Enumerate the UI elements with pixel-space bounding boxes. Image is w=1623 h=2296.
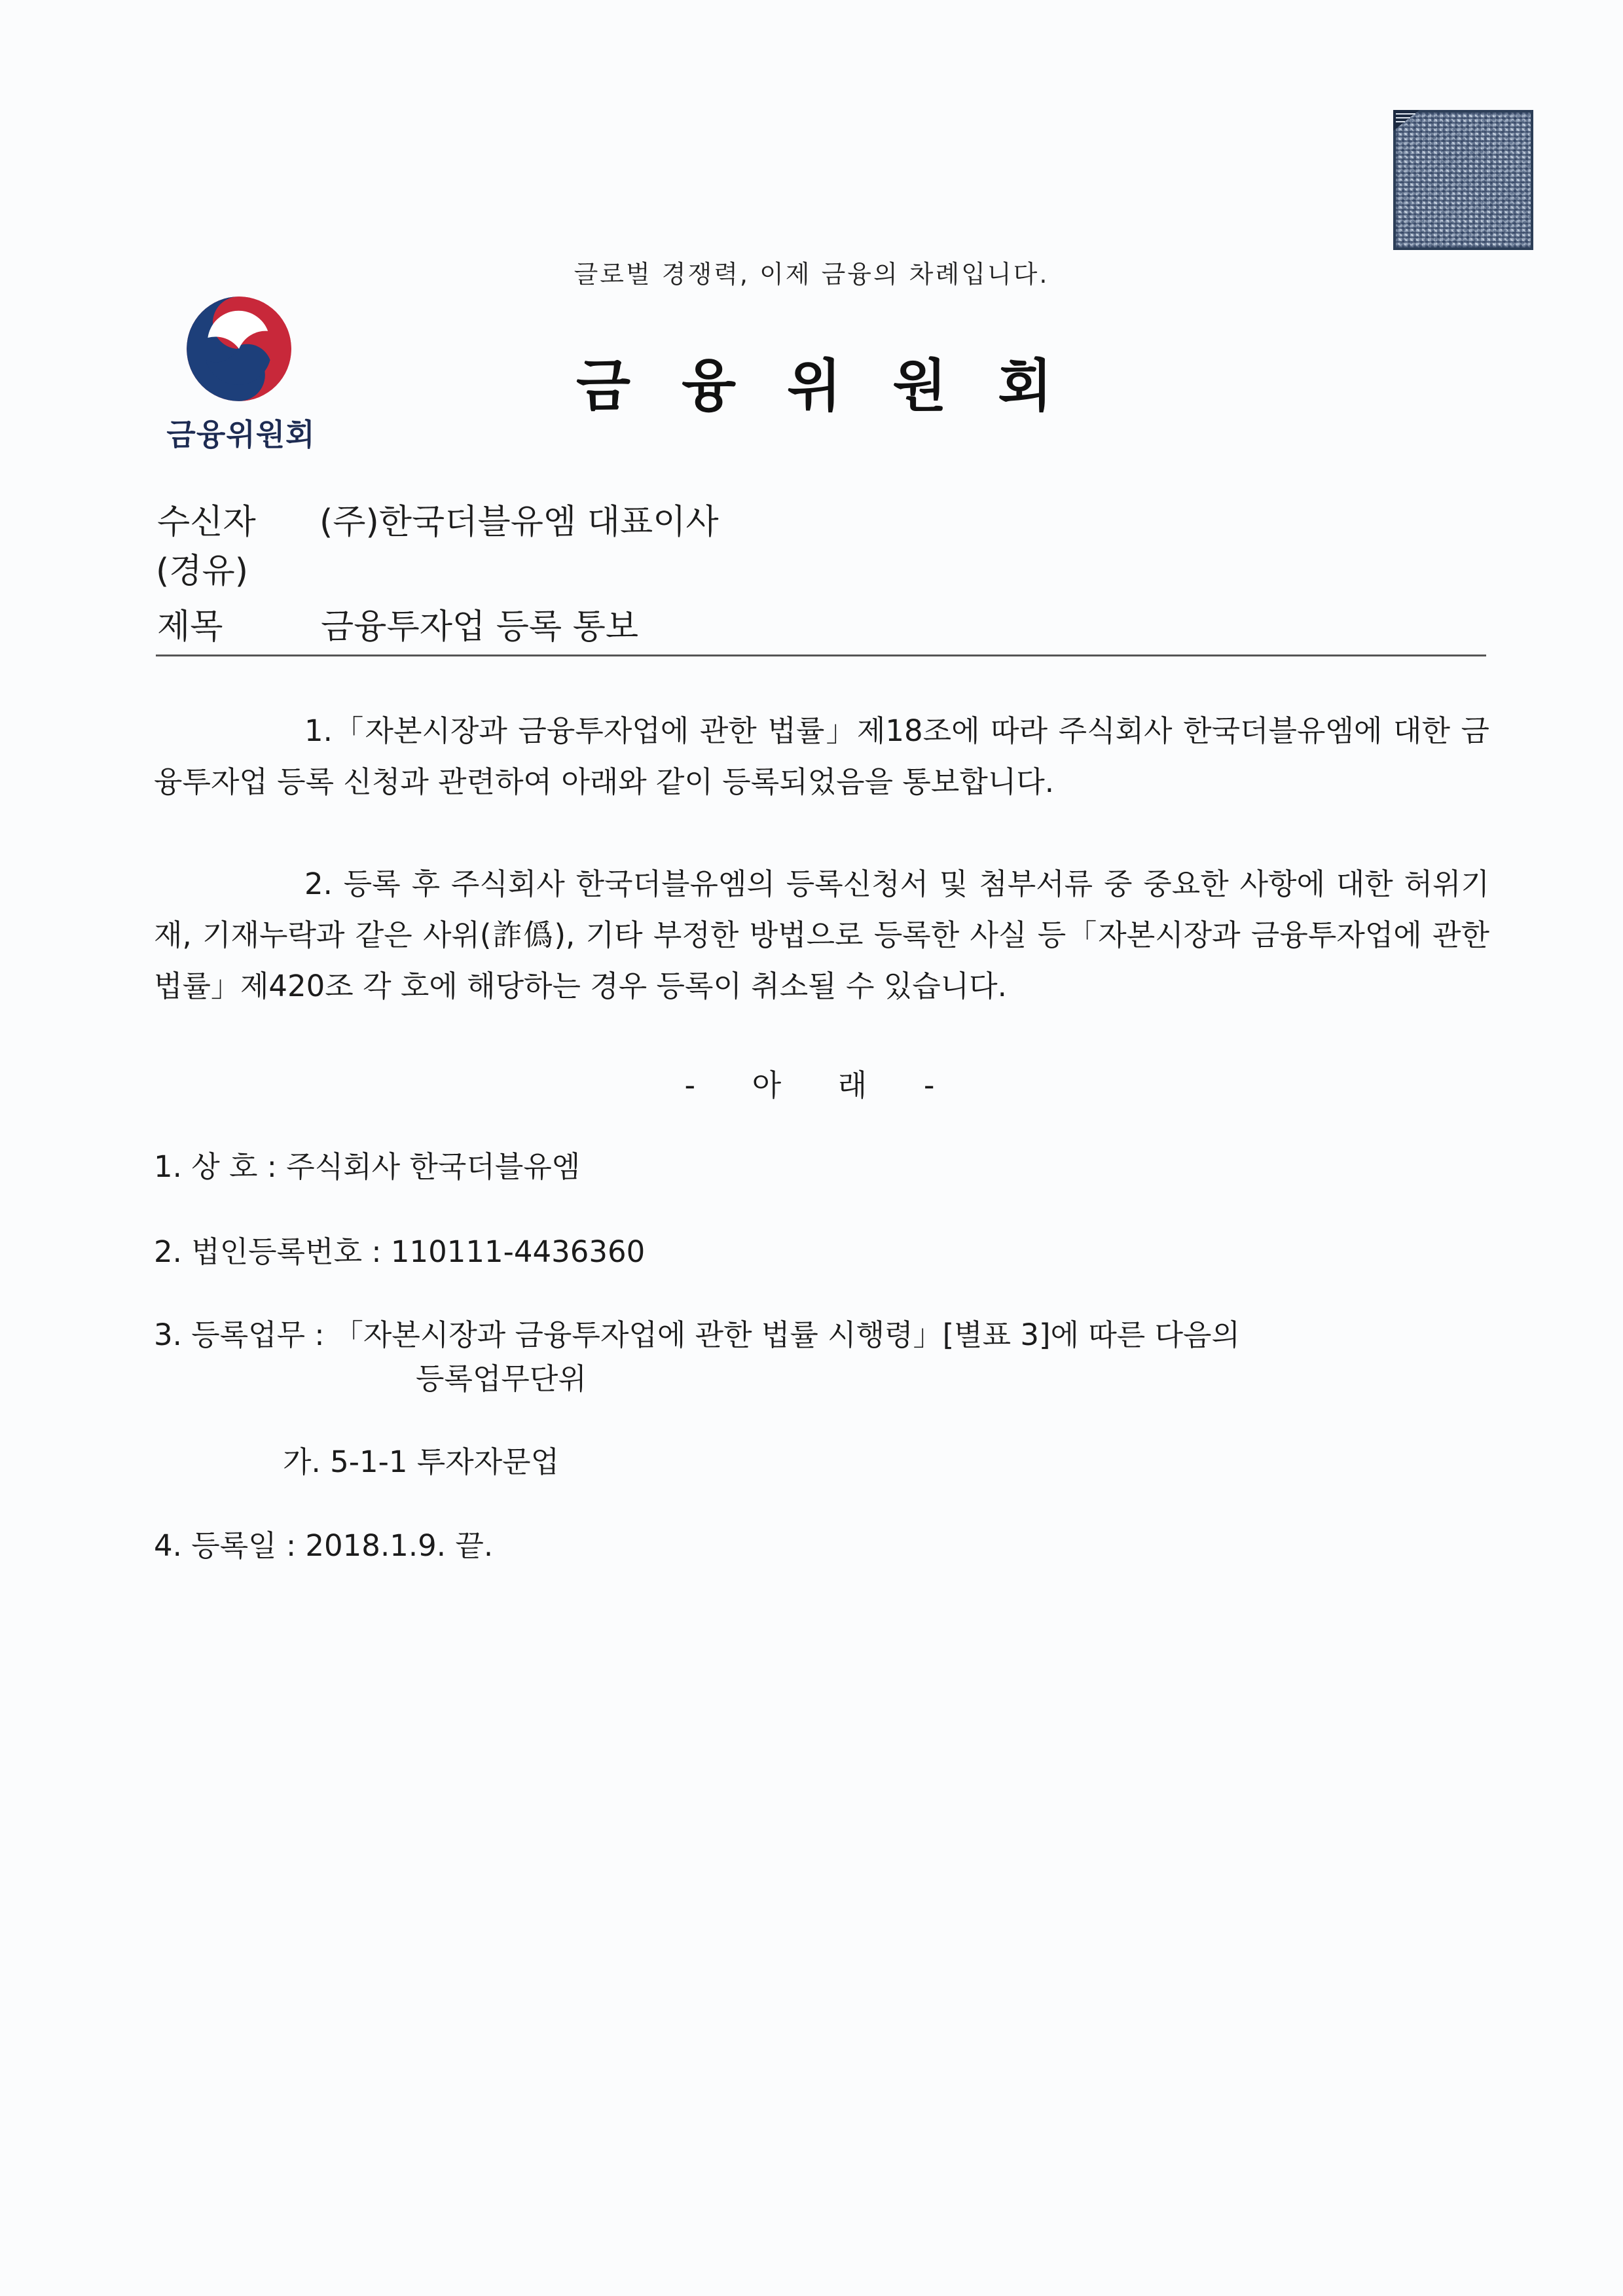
- subject-label: 제목: [157, 607, 223, 647]
- list-item-registration-date: 4. 등록일 : 2018.1.9. 끝.: [154, 1528, 494, 1563]
- qr-code-image: [1393, 110, 1533, 250]
- body-paragraph-1: 1.「자본시장과 금융투자업에 관한 법률」제18조에 따라 주식회사 한국더블유엠에 대한 금융투자업 등록 신청과 관련하여 아래와 같이 등록되었음을 통보합니다.: [154, 713, 1489, 799]
- government-emblem-icon: [183, 293, 295, 404]
- qr-corner-mark: [1393, 110, 1419, 131]
- list-item-registration-number: 2. 법인등록번호 : 110111-4436360: [154, 1234, 646, 1269]
- notice-heading: - 아 래 -: [684, 1067, 939, 1103]
- list-subitem-investment-advisory: 가. 5-1-1 투자자문업: [283, 1444, 560, 1479]
- slogan: 글로벌 경쟁력, 이제 금융의 차례입니다.: [574, 260, 1049, 289]
- recipient-value: (주)한국더블유엠 대표이사: [319, 503, 719, 542]
- body-paragraph-2: 2. 등록 후 주식회사 한국더블유엠의 등록신청서 및 첨부서류 중 중요한 사항에 대한 허위기재, 기재누락과 같은 사위(詐僞), 기타 부정한 방법으로 등록한 사실 등「자본시장과 금융투자업에 관한 법률」제420조 각 호에 해당하는 경우 등록이 취소될 수 있습니다.: [154, 867, 1489, 1003]
- list-item-registered-business: 3. 등록업무 : 「자본시장과 금융투자업에 관한 법률 시행령」[별표 3]에 따른 다음의: [154, 1318, 1240, 1352]
- recipient-label: 수신자: [157, 503, 256, 542]
- via-label: (경유): [156, 552, 249, 591]
- subject-value: 금융투자업 등록 통보: [321, 607, 639, 647]
- list-item-company-name: 1. 상 호 : 주식회사 한국더블유엠: [154, 1149, 581, 1184]
- organization-title: 금융위원회: [576, 353, 1104, 419]
- header-divider: [156, 655, 1486, 656]
- emblem-label: 금융위원회: [166, 417, 316, 452]
- list-item-registered-business-continued: 등록업무단위: [416, 1361, 587, 1396]
